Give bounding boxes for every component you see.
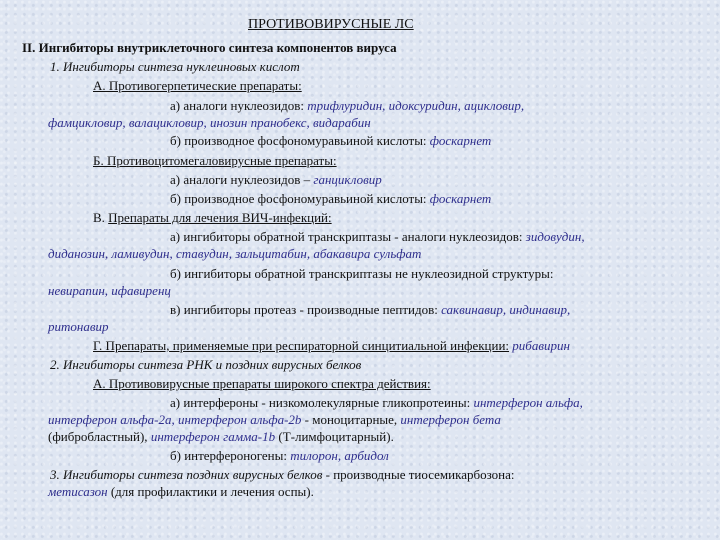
group-a-line-a bbox=[170, 98, 524, 114]
group-b-line-a bbox=[170, 172, 382, 188]
group-v-a-lead: а) ингибиторы обратной транскриптазы - аналоги нуклеозидов: bbox=[170, 229, 523, 244]
group-g-drug: рибавирин bbox=[512, 338, 570, 353]
group-a-b-lead: б) производное фосфономуравьиной кислоты: bbox=[170, 133, 427, 148]
page-title: ПРОТИВОВИРУСНЫЕ ЛС bbox=[248, 17, 414, 32]
group-b-a-lead: а) аналоги нуклеозидов – bbox=[170, 172, 311, 187]
group-g-heading: Г. Препараты, применяемые при респираторной синцитиальной инфекции: bbox=[93, 338, 510, 353]
group-a2-b-drugs: тилорон, арбидол bbox=[290, 448, 389, 463]
group-a-a-drugs-cont: фамцикловир, валацикловир, инозин пранобекс, видарабин bbox=[48, 115, 371, 130]
group-a2-a-line3-b: (Т-лимфоцитарный). bbox=[278, 429, 394, 444]
group-b-a-drug: ганцикловир bbox=[313, 172, 382, 187]
group-a2-a-mid: - моноцитарные, bbox=[304, 412, 398, 427]
group-a2-a-drug2: интерферон альфа-2а, интерферон альфа-2b bbox=[48, 412, 302, 427]
section-heading: II. Ингибиторы внутриклеточного синтеза компонентов вируса bbox=[22, 40, 397, 55]
item-3-lead: 3. Ингибиторы синтеза поздних вирусных белков - bbox=[50, 467, 330, 482]
group-a2-a-line3-a: (фибробластный), bbox=[48, 429, 148, 444]
group-a2-a-drug1: интерферон альфа, bbox=[473, 395, 583, 410]
group-v-heading bbox=[93, 210, 332, 226]
group-a2-a-lead: а) интерфероны - низкомолекулярные гликопротеины: bbox=[170, 395, 471, 410]
group-g-line bbox=[93, 338, 570, 354]
item-3-drug: метисазон bbox=[48, 484, 108, 499]
group-v-title: Препараты для лечения ВИЧ-инфекций: bbox=[108, 210, 332, 225]
group-a2-line-b bbox=[170, 448, 389, 464]
group-v-a-drugs: зидовудин, bbox=[525, 229, 585, 244]
group-v-line-a bbox=[170, 229, 585, 245]
group-a2-a-drug4: интерферон гамма-1b bbox=[150, 429, 276, 444]
group-a-b-drug: фоскарнет bbox=[429, 133, 492, 148]
group-a2-a-drug3: интерферон бета bbox=[400, 412, 501, 427]
group-v-line-b: б) ингибиторы обратной транскриптазы не нуклеозидной структуры: bbox=[170, 266, 554, 281]
group-v-c-drugs: саквинавир, индинавир, bbox=[441, 302, 571, 317]
group-v-prefix: В. bbox=[93, 210, 105, 225]
group-a-heading: А. Противогерпетические препараты: bbox=[93, 78, 302, 93]
item-3-tail: (для профилактики и лечения оспы). bbox=[110, 484, 314, 499]
group-a2-line-a bbox=[170, 395, 583, 411]
group-a2-line-a3 bbox=[48, 429, 394, 445]
group-a2-heading: А. Противовирусные препараты широкого спектра действия: bbox=[93, 376, 431, 391]
group-v-c-lead: в) ингибиторы протеаз - производные пептидов: bbox=[170, 302, 438, 317]
group-b-line-b bbox=[170, 191, 491, 207]
item-1-heading: 1. Ингибиторы синтеза нуклеиновых кислот bbox=[50, 59, 300, 74]
group-b-b-lead: б) производное фосфономуравьиной кислоты: bbox=[170, 191, 427, 206]
group-a-line-b bbox=[170, 133, 491, 149]
group-v-a-drugs-cont: диданозин, ламивудин, ставудин, зальцитабин, абакавира сульфат bbox=[48, 246, 422, 261]
group-a-a-drugs: трифлуридин, идоксуридин, ацикловир, bbox=[307, 98, 525, 113]
group-a2-b-lead: б) интерфероногены: bbox=[170, 448, 287, 463]
group-b-b-drug: фоскарнет bbox=[429, 191, 492, 206]
group-a-a-lead: а) аналоги нуклеозидов: bbox=[170, 98, 304, 113]
item-2-heading: 2. Ингибиторы синтеза РНК и поздних вирусных белков bbox=[50, 357, 362, 372]
item-3-line2 bbox=[48, 484, 314, 500]
group-v-c-drugs-cont: ритонавир bbox=[48, 319, 109, 334]
group-b-heading: Б. Противоцитомегаловирусные препараты: bbox=[93, 153, 337, 168]
group-v-line-c bbox=[170, 302, 570, 318]
item-3-line bbox=[50, 467, 515, 483]
group-v-b-drugs: невирапин, ифавиренц bbox=[48, 283, 171, 298]
group-a2-line-a2 bbox=[48, 412, 501, 428]
item-3-rest: производные тиосемикарбозона: bbox=[333, 467, 515, 482]
